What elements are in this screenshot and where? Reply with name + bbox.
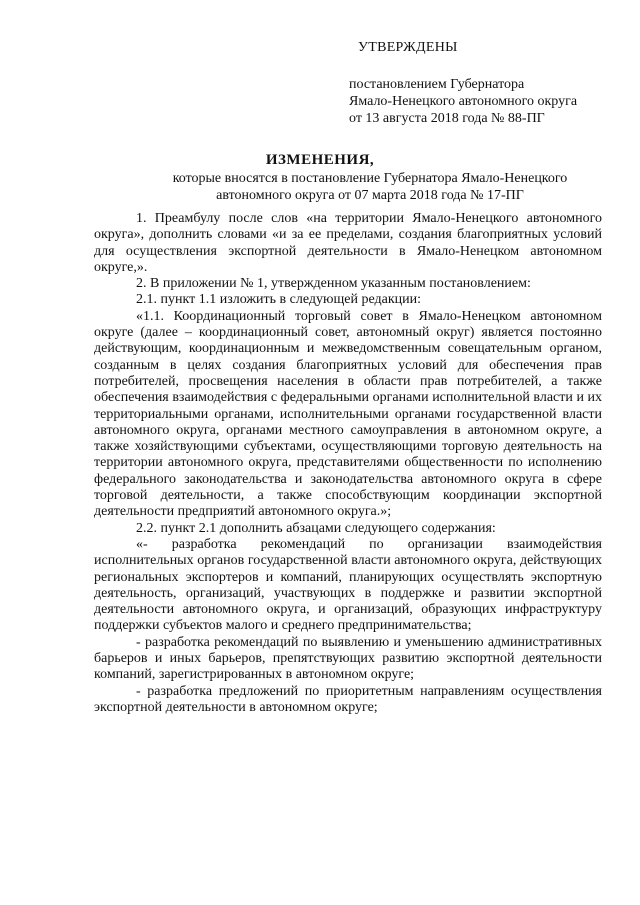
document-title: ИЗМЕНЕНИЯ, xyxy=(265,152,375,168)
document-body xyxy=(94,211,602,716)
paragraph-2-2: 2.2. пункт 2.1 дополнить абзацами следующего содержания: xyxy=(136,520,496,536)
approval-line: постановлением Губернатора xyxy=(349,77,525,92)
approval-line: Ямало-Ненецкого автономного округа xyxy=(349,94,578,109)
approval-block xyxy=(349,76,619,127)
paragraph-1: 1. Преамбулу после слов «на территории Ямало-Ненецкого автономного округа», дополнить словами «и за ее пределами, создания благоприятных условий для осуществления экспортной деятельности в Ямало-Ненецком автономном округе,». xyxy=(94,211,602,275)
approval-line: от 13 августа 2018 года № 88-ПГ xyxy=(349,111,545,126)
subtitle-line: которые вносятся в постановление Губернатора Ямало-Ненецкого xyxy=(172,171,568,186)
approval-heading: УТВЕРЖДЕНЫ xyxy=(358,40,458,55)
list-item-priorities: - разработка предложений по приоритетным направлениям осуществления экспортной деятельности в автономном округе; xyxy=(94,683,602,715)
list-item-barriers: - разработка рекомендаций по выявлению и уменьшению административных барьеров и иных барьеров, препятствующих развитию экспортной деятельности компаний, зарегистрированных в автономном округе; xyxy=(94,634,602,683)
paragraph-1-1-text: «1.1. Координационный торговый совет в Ямало-Ненецком автономном округе (далее – координационный совет, автономный округ) является постоянно действующим, координационным и межведомственным совещательным органом, созданным в целях создания благоприятных условий для обеспечения прав потребителей, просвещения населения в области прав потребителей, а также обеспечения взаимодействия с федеральными органами исполнительной власти и их территориальными органами, исполнительными органами государственной власти автономного округа, органами местного самоуправления в автономном округе, а также хозяйствующими субъектами, осуществляющими торговую деятельность на территории автономного округа, представителями общественности по исполнению федерального законодательства и законодательства автономного округа в сфере торговой деятельности, а также способствующим координации экспортной деятельности предприятий автономного округа.»; xyxy=(94,308,602,520)
paragraph-2-1: 2.1. пункт 1.1 изложить в следующей редакции: xyxy=(136,292,421,308)
list-item-interaction: «- разработка рекомендаций по организации взаимодействия исполнительных органов государственной власти автономного округа, действующих региональных экспортеров и компаний, планирующих осуществлять экспортную деятельность, организаций, участвующих в поддержке и развитии экспортной деятельности автономного округа, и организаций, образующих инфраструктуру поддержки субъектов малого и среднего предпринимательства; xyxy=(94,536,602,634)
subtitle-line: автономного округа от 07 марта 2018 года № 17-ПГ xyxy=(216,188,524,203)
document-subtitle xyxy=(150,170,590,204)
paragraph-2: 2. В приложении № 1, утвержденном указанным постановлением: xyxy=(136,276,531,292)
